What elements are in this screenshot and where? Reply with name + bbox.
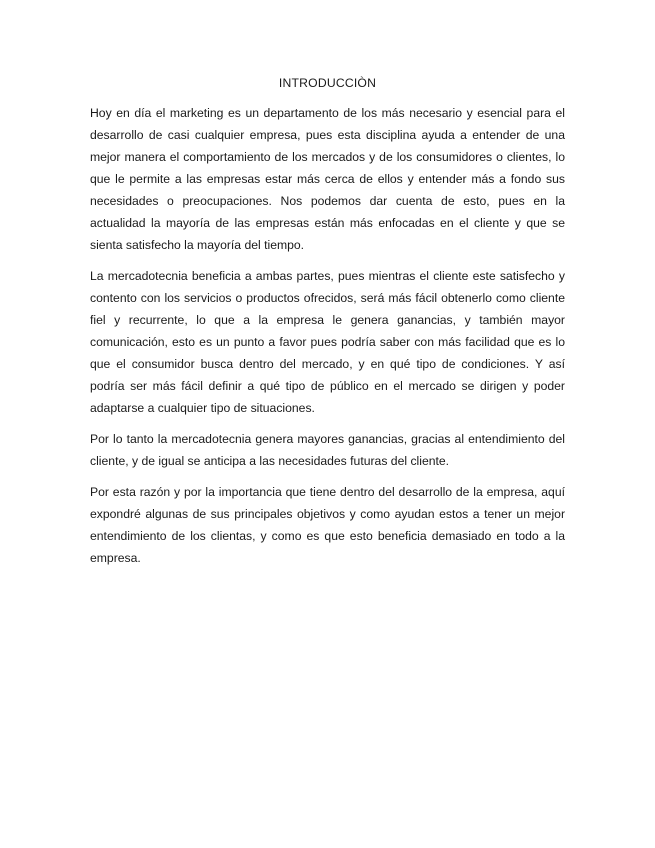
document-title: INTRODUCCIÒN (278, 76, 377, 90)
paragraph-2: La mercadotecnia beneficia a ambas partes, pues mientras el cliente este satisfecho y contento con los servicios o productos ofrecidos, será más fácil obtenerlo como cliente fiel y recurrente, lo que a la empresa le genera ganancias, y también mayor comunicación, esto es un punto a favor pues podría saber con más facilidad que es lo que el consumidor busca dentro del mercado, y en qué tipo de condiciones. Y así podría ser más fácil definir a qué tipo de público en el mercado se dirigen y poder adaptarse a cualquier tipo de situaciones. (90, 269, 565, 415)
paragraph-1: Hoy en día el marketing es un departamento de los más necesario y esencial para el desarrollo de casi cualquier empresa, pues esta disciplina ayuda a entender de una mejor manera el comportamiento de los mercados y de los consumidores o clientes, lo que le permite a las empresas estar más cerca de ellos y entender más a fondo sus necesidades o preocupaciones. Nos podemos dar cuenta de esto, pues en la actualidad la mayoría de las empresas están más enfocadas en el cliente y que se sienta satisfecho la mayoría del tiempo. (90, 106, 565, 252)
paragraph-4: Por esta razón y por la importancia que tiene dentro del desarrollo de la empresa, aquí expondré algunas de sus principales objetivos y como ayudan estos a tener un mejor entendimiento de los clientas, y como es que esto beneficia demasiado en todo a la empresa. (90, 485, 565, 565)
paragraph-3: Por lo tanto la mercadotecnia genera mayores ganancias, gracias al entendimiento del cliente, y de igual se anticipa a las necesidades futuras del cliente. (90, 432, 565, 468)
document-body (90, 74, 565, 578)
